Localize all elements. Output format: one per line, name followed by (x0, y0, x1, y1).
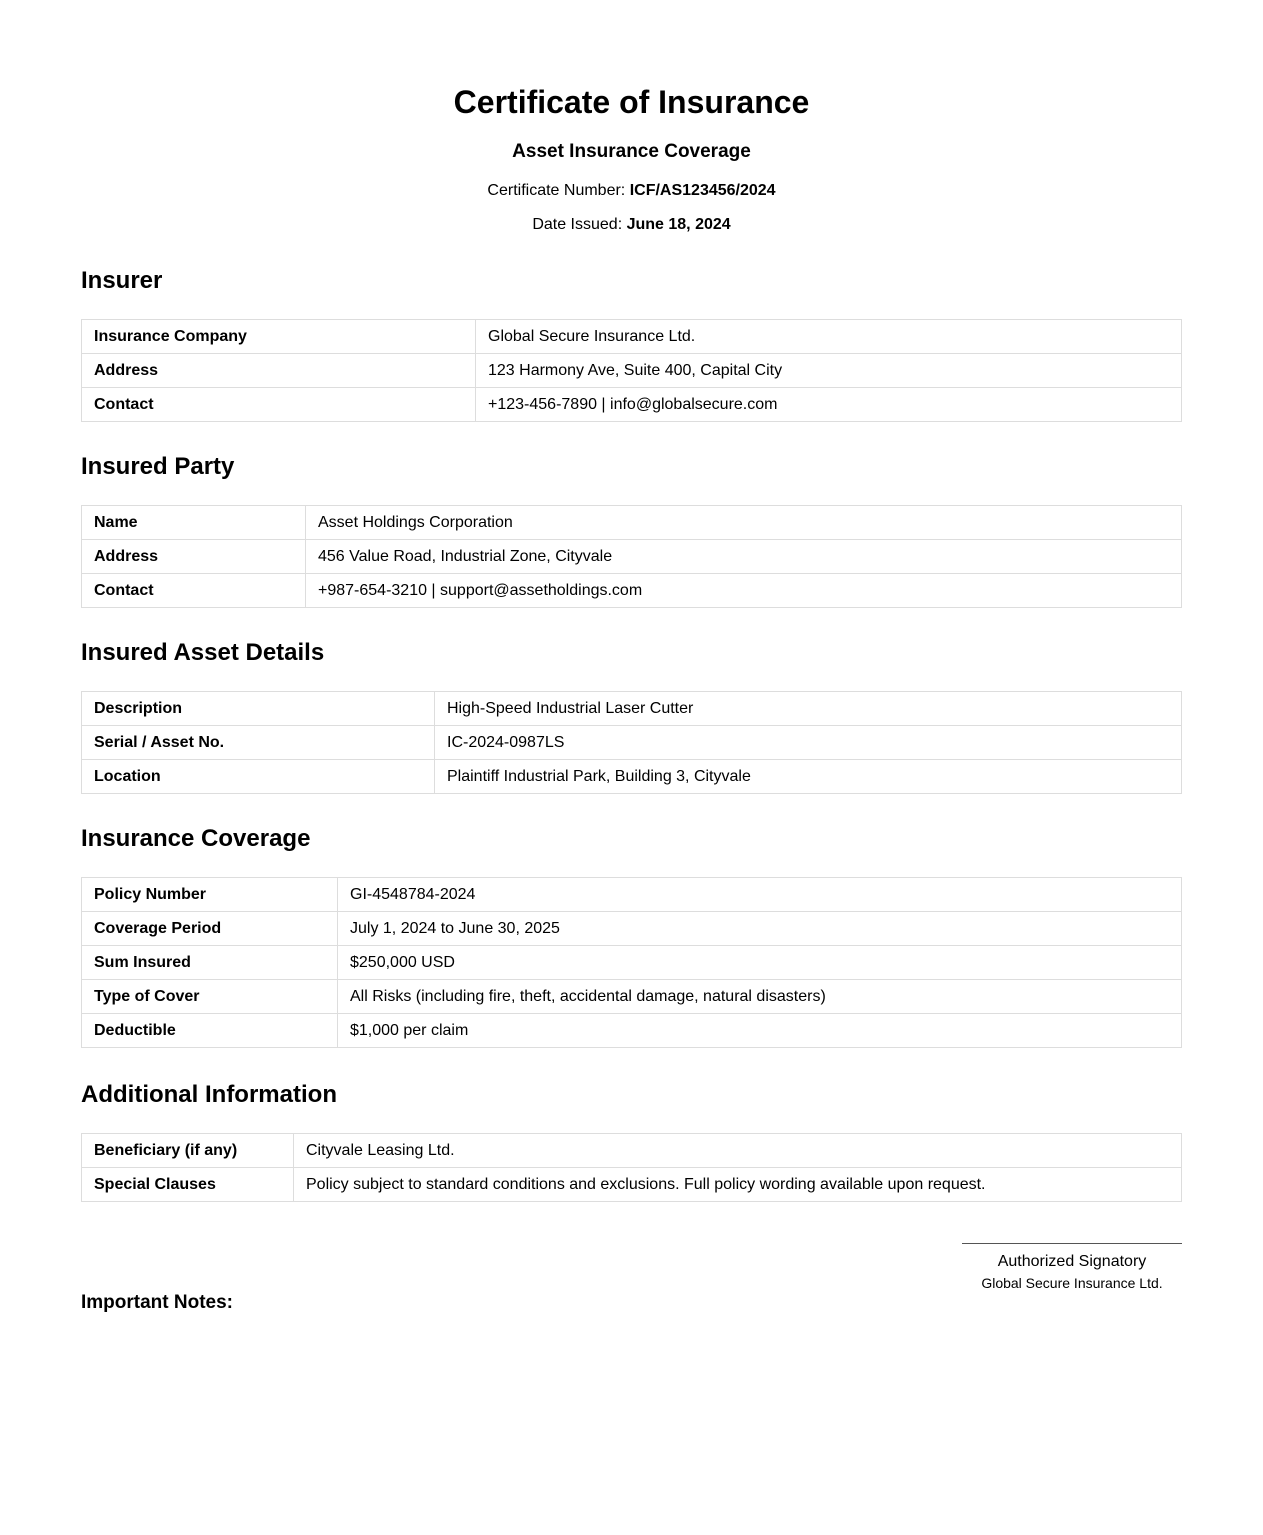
coverage-heading: Insurance Coverage (81, 825, 311, 852)
table-row (82, 912, 1182, 946)
table-row (82, 760, 1182, 794)
row-label: Insurance Company (82, 320, 476, 354)
row-value: $1,000 per claim (338, 1014, 1182, 1048)
row-label: Contact (82, 574, 306, 608)
date-issued-line (81, 215, 1182, 235)
signature-block (962, 1243, 1182, 1292)
page-title: Certificate of Insurance (453, 84, 810, 120)
row-label: Address (82, 354, 476, 388)
important-notes-heading: Important Notes: (81, 1292, 233, 1313)
table-row (82, 1014, 1182, 1048)
row-label: Type of Cover (82, 980, 338, 1014)
row-value: Cityvale Leasing Ltd. (294, 1134, 1182, 1168)
table-row (82, 1134, 1182, 1168)
table-row (82, 388, 1182, 422)
row-label: Contact (82, 388, 476, 422)
certificate-number-line (81, 181, 1182, 201)
certificate-number-label: Certificate Number: (487, 182, 626, 199)
row-label: Name (82, 506, 306, 540)
date-issued-label: Date Issued: (532, 216, 623, 233)
certificate-number-value: ICF/AS123456/2024 (629, 182, 776, 199)
page-subtitle: Asset Insurance Coverage (512, 141, 751, 162)
row-value: Asset Holdings Corporation (306, 506, 1182, 540)
table-row (82, 320, 1182, 354)
additional-info-table (81, 1133, 1182, 1202)
row-label: Description (82, 692, 435, 726)
table-row (82, 980, 1182, 1014)
row-value: All Risks (including fire, theft, accidental damage, natural disasters) (338, 980, 1182, 1014)
row-value: Plaintiff Industrial Park, Building 3, Cityvale (435, 760, 1182, 794)
row-label: Location (82, 760, 435, 794)
signatory-title: Authorized Signatory (997, 1253, 1147, 1270)
coverage-table (81, 877, 1182, 1048)
date-issued-value: June 18, 2024 (626, 216, 731, 233)
table-row (82, 354, 1182, 388)
table-row (82, 946, 1182, 980)
insured-party-heading: Insured Party (81, 453, 235, 480)
row-value: +987-654-3210 | support@assetholdings.com (306, 574, 1182, 608)
row-label: Coverage Period (82, 912, 338, 946)
row-value: IC-2024-0987LS (435, 726, 1182, 760)
row-value: High-Speed Industrial Laser Cutter (435, 692, 1182, 726)
row-label: Deductible (82, 1014, 338, 1048)
row-value: 456 Value Road, Industrial Zone, Cityvale (306, 540, 1182, 574)
row-label: Policy Number (82, 878, 338, 912)
additional-info-heading: Additional Information (81, 1081, 337, 1108)
insurer-table (81, 319, 1182, 422)
row-label: Address (82, 540, 306, 574)
row-value: Policy subject to standard conditions and exclusions. Full policy wording available upon request. (294, 1168, 1182, 1202)
row-label: Beneficiary (if any) (82, 1134, 294, 1168)
table-row (82, 878, 1182, 912)
row-value: Global Secure Insurance Ltd. (476, 320, 1182, 354)
table-row (82, 540, 1182, 574)
row-value: 123 Harmony Ave, Suite 400, Capital City (476, 354, 1182, 388)
row-label: Special Clauses (82, 1168, 294, 1202)
table-row (82, 506, 1182, 540)
table-row (82, 574, 1182, 608)
asset-details-table (81, 691, 1182, 794)
signatory-company: Global Secure Insurance Ltd. (981, 1275, 1163, 1291)
row-label: Serial / Asset No. (82, 726, 435, 760)
row-value: +123-456-7890 | info@globalsecure.com (476, 388, 1182, 422)
row-value: July 1, 2024 to June 30, 2025 (338, 912, 1182, 946)
insured-party-table (81, 505, 1182, 608)
row-value: GI-4548784-2024 (338, 878, 1182, 912)
insurer-heading: Insurer (81, 267, 163, 294)
row-value: $250,000 USD (338, 946, 1182, 980)
table-row (82, 692, 1182, 726)
row-label: Sum Insured (82, 946, 338, 980)
table-row (82, 726, 1182, 760)
table-row (82, 1168, 1182, 1202)
notes-clip (81, 1290, 481, 1313)
asset-details-heading: Insured Asset Details (81, 639, 325, 666)
